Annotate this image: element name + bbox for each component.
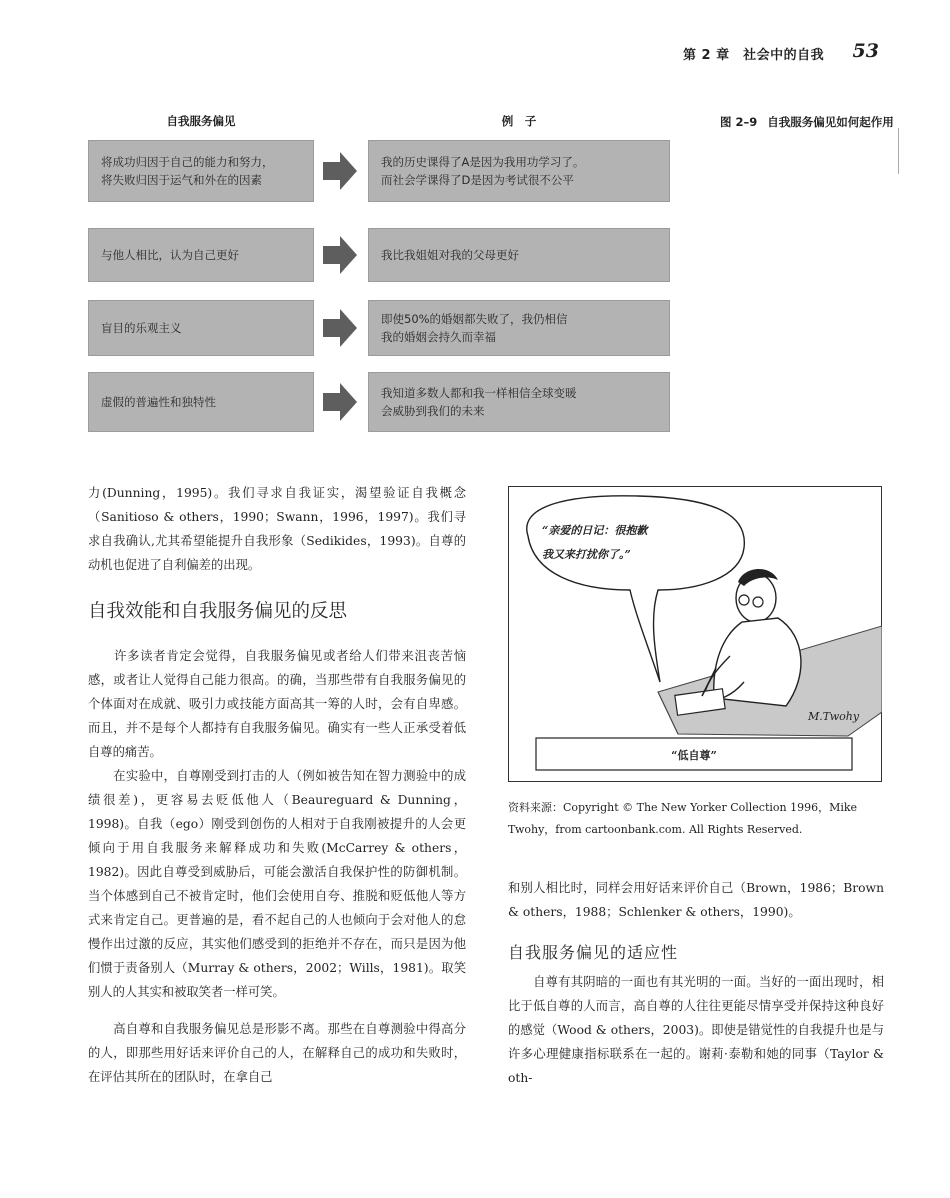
right-arrow-icon bbox=[323, 383, 357, 421]
example-box-optimism: 即使50%的婚姻都失败了，我仍相信 我的婚姻会持久而幸福 bbox=[368, 300, 670, 356]
cartoon-caption: “低自尊” bbox=[671, 749, 717, 762]
bias-box-comparison: 与他人相比，认为自己更好 bbox=[88, 228, 314, 282]
paragraph-1: 力(Dunning，1995)。我们寻求自我证实，渴望验证自我概念（Sanitioso & others，1990；Swann，1996，1997)。我们寻求自我确认,尤其希望能提升自我形象（Sedikides，1993)。自尊的动机也促进了自利偏差的出现。 bbox=[88, 486, 466, 572]
example-box-attribution: 我的历史课得了A是因为我用功学习了。 而社会学课得了D是因为考试很不公平 bbox=[368, 140, 670, 202]
paragraph-3: 在实验中，自尊刚受到打击的人（例如被告知在智力测验中的成绩很差)，更容易去贬低他人（Beaureguard & Dunning，1998)。自我（ego）刚受到创伤的人相对于自我刚被提升的人会更倾向于用自我服务来解释成功和失败(McCarrey & others，1982)。因此自尊受到威胁后，可能会激活自我保护性的防御机制。当个体感到自己不被肯定时，他们会使用自夸、推脱和贬低他人等方式来肯定自己。更普遍的是，看不起自己的人也倾向于会对他人的怠慢作出过激的反应，其实他们感受到的拒绝并不存在，而只是因为他们惯于责备别人（Murray & others，2002；Wills，1981)。取笑别人的人其实和被取笑者一样可笑。 bbox=[88, 769, 466, 999]
cartoon-credit: 资料来源：Copyright © The New Yorker Collection 1996，Mike Twohy，from cartoonbank.com. All Rights Reserved. bbox=[508, 801, 858, 836]
page-number: 53 bbox=[852, 40, 879, 62]
speech-line-1: “亲爱的日记：很抱歉 bbox=[542, 524, 648, 537]
subsection-title: 自我服务偏见的适应性 bbox=[508, 943, 679, 962]
figure-column-header-bias: 自我服务偏见 bbox=[166, 114, 236, 128]
artist-signature: M.Twohy bbox=[808, 710, 860, 723]
example-box-false-consensus: 我知道多数人都和我一样相信全球变暖 会威胁到我们的未来 bbox=[368, 372, 670, 432]
right-paragraph-2: 自尊有其阴暗的一面也有其光明的一面。当好的一面出现时，相比于低自尊的人而言，高自尊的人往往更能尽情享受并保持这种良好的感觉（Wood & others，2003)。即使是错觉性的自我提升也是与许多心理健康指标联系在一起的。谢莉·泰勒和她的同事（Taylor & oth- bbox=[508, 975, 884, 1085]
cartoon-illustration bbox=[508, 486, 882, 782]
right-arrow-icon bbox=[323, 236, 357, 274]
figure-column-header-example: 例 子 bbox=[501, 114, 537, 128]
paragraph-2: 许多读者肯定会觉得，自我服务偏见或者给人们带来沮丧苦恼感，或者让人觉得自己能力很高。的确，当那些带有自我服务偏见的个体面对在成就、吸引力或技能方面高其一筹的人时，会有自卑感。而且，并不是每个人都持有自我服务偏见。确实有一些人正承受着低自尊的痛苦。 bbox=[88, 649, 466, 759]
figure-caption-number: 图 2–9 bbox=[720, 115, 758, 129]
running-header bbox=[683, 40, 893, 66]
figure-caption-text: 自我服务偏见如何起作用 bbox=[767, 115, 894, 129]
right-arrow-icon bbox=[323, 152, 357, 190]
bias-box-attribution: 将成功归因于自己的能力和努力， 将失败归因于运气和外在的因素 bbox=[88, 140, 314, 202]
speech-line-2: 我又来打扰你了。” bbox=[542, 548, 631, 561]
right-arrow-icon bbox=[323, 309, 357, 347]
bias-box-false-consensus: 虚假的普遍性和独特性 bbox=[88, 372, 314, 432]
figure-caption bbox=[720, 112, 900, 133]
right-paragraph-1: 和别人相比时，同样会用好话来评价自己（Brown，1986；Brown & others，1988；Schlenker & others，1990)。 bbox=[508, 881, 884, 919]
margin-rule bbox=[898, 128, 899, 174]
chapter-title: 第 2 章 社会中的自我 bbox=[683, 48, 825, 63]
paragraph-4: 高自尊和自我服务偏见总是形影不离。那些在自尊测验中得高分的人，即那些用好话来评价自己的人，在解释自己的成功和失败时，在评估其所在的团队时，在拿自己 bbox=[88, 1022, 466, 1084]
bias-box-optimism: 盲目的乐观主义 bbox=[88, 300, 314, 356]
section-title: 自我效能和自我服务偏见的反思 bbox=[88, 601, 348, 622]
example-box-comparison: 我比我姐姐对我的父母更好 bbox=[368, 228, 670, 282]
